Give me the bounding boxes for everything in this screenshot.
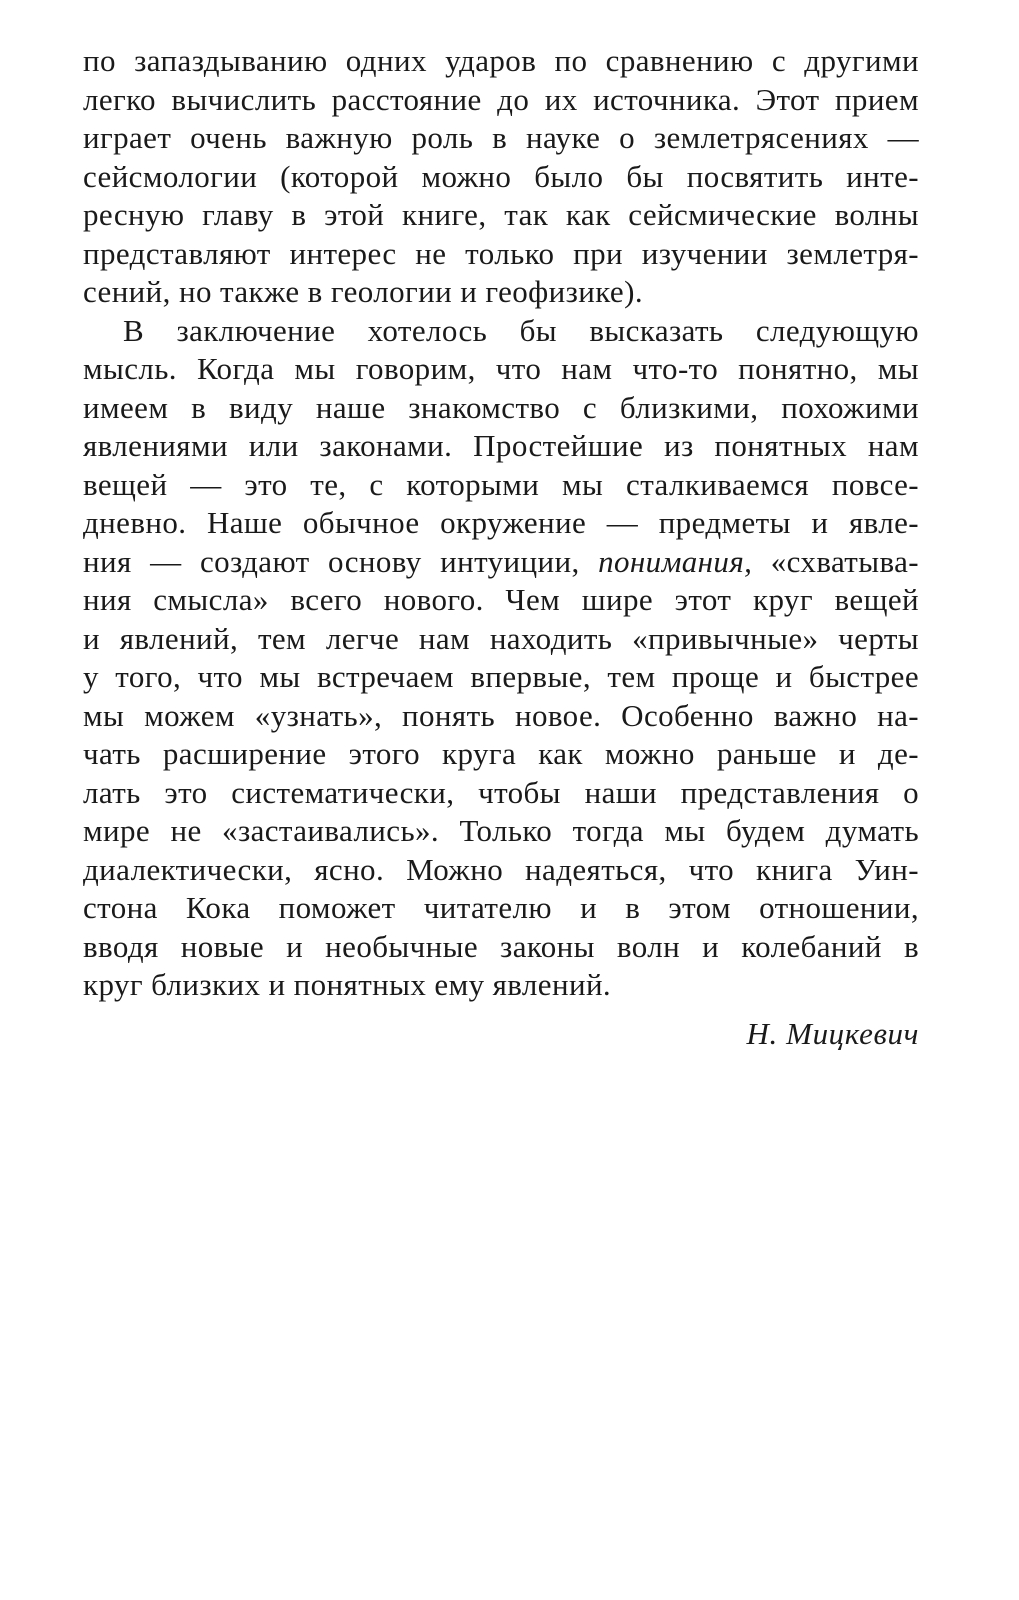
text-line-mixed [83, 543, 919, 582]
text-line: В заключение хотелось бы высказать следующую [123, 312, 919, 348]
text-line: мы можем «узнать», понять новое. Особенно важно на- [83, 697, 919, 733]
text-line: мире не «застаивались». Только тогда мы будем думать [83, 813, 919, 848]
text-line: лать это систематически, чтобы наши представления о [83, 774, 919, 810]
italic-emphasis: понимания, [598, 543, 753, 579]
paragraph-1 [83, 42, 919, 312]
page-body [83, 42, 919, 1053]
text-line: стона Кока поможет читателю и в этом отношении, [83, 890, 919, 925]
text-line: дневно. Наше обычное окружение — предметы и явле- [83, 505, 919, 540]
text-segment: «схватыва- [752, 543, 919, 579]
text-line: имеем в виду наше знакомство с близкими, похожими [83, 389, 919, 425]
author-signature: Н. Мицкевич [746, 1015, 919, 1051]
text-line: у того, что мы встречаем впервые, тем проще и быстрее [83, 659, 919, 694]
text-line: легко вычислить расстояние до их источника. Этот прием [83, 81, 919, 117]
text-line: диалектически, ясно. Можно надеяться, что книга Уин- [83, 851, 919, 887]
text-line: круг близких и понятных ему явлений. [83, 967, 612, 1002]
text-line: мысль. Когда мы говорим, что нам что-то понятно, мы [83, 351, 919, 386]
text-line: ресную главу в этой книге, так как сейсмические волны [83, 197, 919, 232]
text-line: играет очень важную роль в науке о землетрясениях — [83, 120, 919, 155]
text-line: по запаздыванию одних ударов по сравнению с другими [83, 43, 919, 78]
text-line: сений, но также в геологии и геофизике). [83, 274, 643, 309]
text-line: вещей — это те, с которыми мы сталкиваемся повсе- [83, 466, 919, 502]
text-line: вводя новые и необычные законы волн и колебаний в [83, 928, 919, 964]
text-segment: ния — создают основу интуиции, [83, 543, 599, 579]
text-line: сейсмологии (которой можно было бы посвятить инте- [83, 158, 919, 194]
text-line: представляют интерес не только при изучении землетря- [83, 235, 919, 271]
text-line: чать расширение этого круга как можно раньше и де- [83, 736, 919, 771]
text-line: явлениями или законами. Простейшие из понятных нам [83, 428, 919, 463]
text-line: ния смысла» всего нового. Чем шире этот круг вещей [83, 582, 919, 617]
text-line: и явлений, тем легче нам находить «привычные» черты [83, 620, 919, 656]
paragraph-2 [83, 312, 919, 1005]
